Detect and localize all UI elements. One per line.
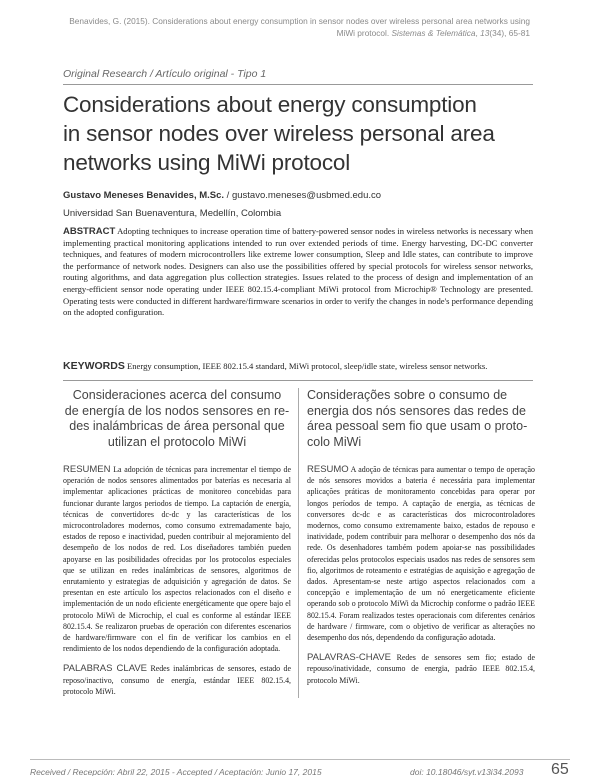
portuguese-column bbox=[307, 388, 535, 686]
portuguese-title bbox=[307, 388, 535, 450]
spanish-resumen bbox=[63, 464, 291, 654]
portuguese-title-line: Considerações sobre o consumo de bbox=[307, 388, 508, 402]
title-line: networks using MiWi protocol bbox=[63, 150, 350, 175]
spanish-column bbox=[63, 388, 291, 697]
article-title bbox=[63, 90, 538, 177]
footer-divider bbox=[30, 759, 570, 760]
resumen-text: La adopción de técnicas para incrementar el tiempo de operación de nodos sensores alimentados por baterías es necesaria al implementar aplicaciones prácticas de monitoreo concebidas para funcionar durante largos periodos de tiempo. La captación de energía, técnicas de convertidores dc-dc y las características de los microcontroladores modernos, como consumo extremadamente bajo, estados de reposo e inactividad, pueden contribuir al mejoramiento del desempeño de los nodos de red. Los diseñadores también pueden apoyarse en las posibilidades ofrecidas por los protocolos especiales que se utilizan en redes inalámbricas de sensores, algoritmos de enrutamiento y estrategias de adquisición y agregación de datos. Se presentan en este artículo los aspectos relacionados con el diseño e implementación de un nodo eficiente energéticamente que opere bajo el protocolo MiWi de Microchip, el cual es conforme al estándar IEEE 802.15.4. Se realizaron pruebas de operación con diferentes escenarios de hardware/firmware con el fin de verificar los cambios en el rendimiento de los nodos dependiendo de la configuración adoptada. bbox=[63, 465, 291, 654]
palabras-clave-text: Redes inalámbricas de sensores, estado de reposo/inactivo, consumo de energía, estándar IEEE 802.15.4, protocolo MiWi. bbox=[63, 664, 291, 696]
author-email[interactable]: gustavo.meneses@usbmed.edu.co bbox=[231, 190, 382, 201]
palavras-chave-text: Redes de sensores sem fio; estado de repouso/inatividade, consumo de energia, padrão IEEE 802.15.4, protocolo MiWi. bbox=[307, 653, 535, 685]
author-affiliation: Universidad San Buenaventura, Medellín, Colombia bbox=[63, 208, 282, 219]
citation-journal: Sistemas & Telemática bbox=[391, 28, 476, 38]
spanish-title-line: utilizan el protocolo MiWi bbox=[107, 434, 247, 449]
portuguese-title-line: área pessoal sem fio que usam o proto- bbox=[307, 419, 528, 433]
palavras-chave-label: PALAVRAS-CHAVE bbox=[307, 652, 391, 664]
section-divider bbox=[63, 84, 533, 85]
article-section-label: Original Research / Artículo original - Tipo 1 bbox=[63, 68, 267, 80]
spanish-keywords bbox=[63, 663, 291, 697]
keywords-divider bbox=[63, 380, 533, 381]
spanish-title-line: des inalámbricas de área personal que bbox=[69, 419, 285, 433]
keywords bbox=[63, 361, 533, 372]
citation-comma: , bbox=[475, 28, 478, 38]
author-separator: / bbox=[224, 190, 232, 201]
title-line: Considerations about energy consumption bbox=[63, 92, 477, 117]
title-line: in sensor nodes over wireless personal area bbox=[63, 121, 495, 146]
citation-prefix: MiWi protocol. bbox=[336, 28, 390, 38]
keywords-label: KEYWORDS bbox=[63, 360, 125, 372]
abstract bbox=[63, 226, 533, 319]
citation-line-1: Benavides, G. (2015). Considerations about energy consumption in sensor nodes over wireless personal area networks using bbox=[69, 16, 530, 26]
citation-suffix: (34), 65-81 bbox=[489, 28, 530, 38]
portuguese-keywords bbox=[307, 652, 535, 686]
column-divider bbox=[298, 388, 299, 698]
portuguese-resumo bbox=[307, 464, 535, 643]
palabras-clave-label: PALABRAS CLAVE bbox=[63, 663, 148, 675]
abstract-text: Adopting techniques to increase operation time of battery-powered sensor nodes in wireless networks is necessary when implementing practical monitoring applications intended to run over extended periods of time. Energy harvesting, DC-DC converter techniques, and features of modern microcontrollers like extreme lower consumption, Sleep and Idle states, can contribute to improve the performance of network nodes. Designers can also use the possibilities offered by special protocols for wireless sensor networks, routing algorithms, and data aggregation plus collection strategies. Issues related to the process of design and implementation of an energy-efficient sensor node operating under IEEE 802.15.4-compliant MiWi protocol from Microchip® Technology are presented. Operating tests were conducted in different hardware/firmware scenarios in order to verify the changes in node's performance depending on the adopted configuration. bbox=[63, 226, 533, 318]
citation-volume: 13 bbox=[480, 28, 490, 38]
resumo-text: A adoção de técnicas para aumentar o tempo de operação de nós sensores movidos a bateria é necessária para implementar aplicações práticas de monitoramento concebidas para operar por longos períodos de tempo. A captação de energia, as técnicas de conversores dc-dc e as características dos microcontroladores modernos, como consumo extremamente baixo, estados de repouso e inatividade, podem contribuir para melhorar o desempenho dos nós da rede. Os desenhadores também podem apoiar-se nas possibilidades oferecidas pelos protocolos especiais usados nas redes de sensores sem fio, algoritmos de roteamento e estratégias de aquisição e agregação de dados. Apresentam-se neste artigo aspectos relacionados com a concepção e implementação de um nó energeticamente eficiente operando sob o protocolo MiWi da Microchip conforme o padrão IEEE 802.15.4. Foram realizados testes operacionais com diferentes cenários de hardware / firmware, com o objetivo de verificar as alterações no desempenho dos nós, dependendo da configuração adotada. bbox=[307, 465, 535, 643]
page-number: 65 bbox=[551, 761, 569, 776]
citation-header bbox=[30, 15, 530, 39]
spanish-title-line: de energía de los nodos sensores en re- bbox=[64, 403, 290, 418]
resumo-label: RESUMO bbox=[307, 464, 349, 475]
received-accepted-dates: Received / Recepción: Abril 22, 2015 - Accepted / Aceptación: Junio 17, 2015 bbox=[30, 767, 322, 776]
portuguese-title-line: energia dos nós sensores das redes de bbox=[307, 403, 526, 418]
doi-link[interactable]: doi: 10.18046/syt.v13i34.2093 bbox=[410, 767, 524, 776]
citation-line-2 bbox=[30, 27, 530, 39]
spanish-title-line: Consideraciones acerca del consumo bbox=[72, 388, 282, 402]
portuguese-title-line: colo MiWi bbox=[307, 434, 362, 449]
keywords-text: Energy consumption, IEEE 802.15.4 standard, MiWi protocol, sleep/idle state, wireless sensor networks. bbox=[127, 361, 488, 371]
spanish-title bbox=[63, 388, 291, 450]
resumen-label: RESUMEN bbox=[63, 464, 111, 475]
author-line bbox=[63, 190, 381, 201]
abstract-label: ABSTRACT bbox=[63, 226, 116, 237]
author-name: Gustavo Meneses Benavides, M.Sc. bbox=[63, 190, 225, 201]
